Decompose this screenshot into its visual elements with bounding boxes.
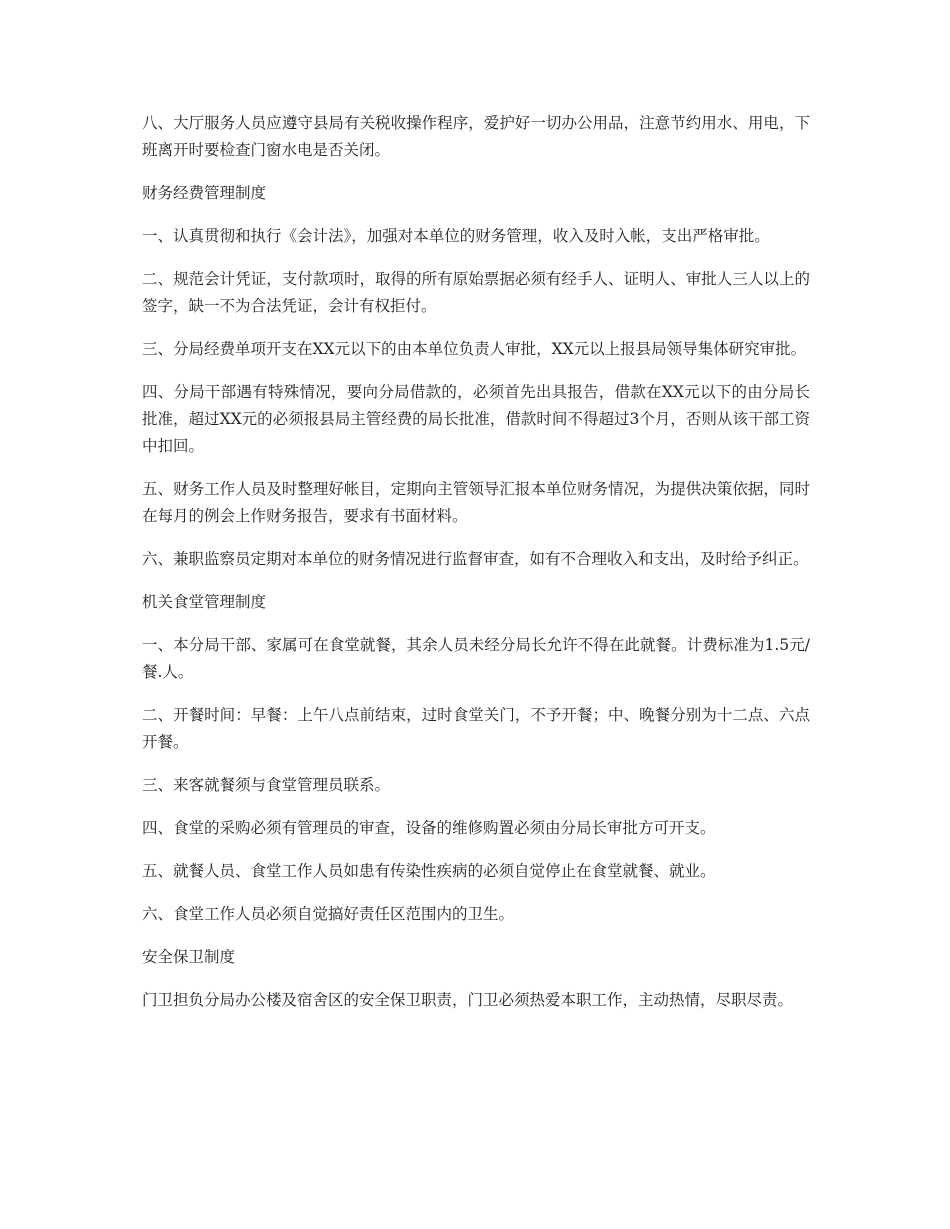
hall-rule-8: 八、大厅服务人员应遵守县局有关税收操作程序，爱护好一切办公用品，注意节约用水、用电，下班离开时要检查门窗水电是否关闭。 xyxy=(142,114,810,159)
security-rule-1: 门卫担负分局办公楼及宿舍区的安全保卫职责，门卫必须热爱本职工作，主动热情，尽职尽责。 xyxy=(142,991,794,1009)
document-page xyxy=(142,110,810,1030)
finance-section-title: 财务经费管理制度 xyxy=(142,184,267,202)
canteen-section-title: 机关食堂管理制度 xyxy=(142,593,267,611)
canteen-rule-2: 二、开餐时间：早餐：上午八点前结束，过时食堂关门，不予开餐；中、晚餐分别为十二点、六点开餐。 xyxy=(142,706,810,751)
finance-rule-3: 三、分局经费单项开支在XX元以下的由本单位负责人审批，XX元以上报县局领导集体研究审批。 xyxy=(142,340,807,358)
finance-rule-6: 六、兼职监察员定期对本单位的财务情况进行监督审查，如有不合理收入和支出，及时给予纠正。 xyxy=(142,550,809,568)
security-section-title: 安全保卫制度 xyxy=(142,948,236,966)
finance-rule-1: 一、认真贯彻和执行《会计法》，加强对本单位的财务管理，收入及时入帐，支出严格审批。 xyxy=(142,227,770,245)
canteen-rule-4: 四、食堂的采购必须有管理员的审查，设备的维修购置必须由分局长审批方可开支。 xyxy=(142,819,716,837)
finance-rule-2: 二、规范会计凭证，支付款项时，取得的所有原始票据必须有经手人、证明人、审批人三人以上的签字，缺一不为合法凭证，会计有权拒付。 xyxy=(142,270,810,315)
finance-rule-5: 五、财务工作人员及时整理好帐目，定期向主管领导汇报本单位财务情况，为提供决策依据，同时在每月的例会上作财务报告，要求有书面材料。 xyxy=(142,480,810,525)
canteen-rule-6: 六、食堂工作人员必须自觉搞好责任区范围内的卫生。 xyxy=(142,905,515,923)
canteen-rule-5: 五、就餐人员、食堂工作人员如患有传染性疾病的必须自觉停止在食堂就餐、就业。 xyxy=(142,862,716,880)
canteen-rule-3: 三、来客就餐须与食堂管理员联系。 xyxy=(142,776,391,794)
finance-rule-4: 四、分局干部遇有特殊情况，要向分局借款的，必须首先出具报告，借款在XX元以下的由分局长批准，超过XX元的必须报县局主管经费的局长批准，借款时间不得超过3个月，否则从该干部工资中扣回。 xyxy=(142,383,810,455)
canteen-rule-1: 一、本分局干部、家属可在食堂就餐，其余人员未经分局长允许不得在此就餐。计费标准为1.5元/餐.人。 xyxy=(142,636,810,681)
